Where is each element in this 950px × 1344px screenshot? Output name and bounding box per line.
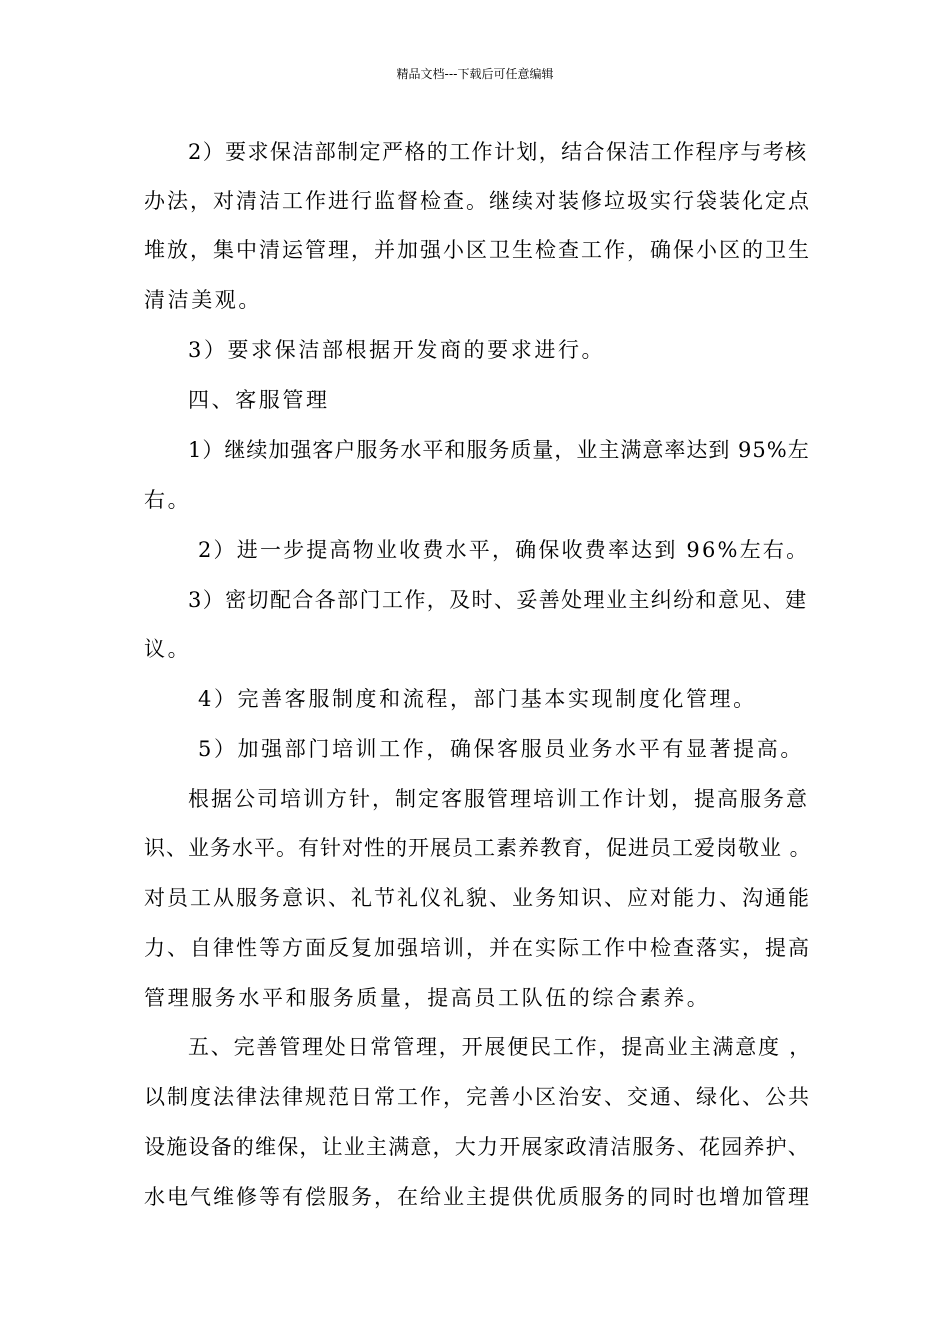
text-line: 5）加强部门培训工作，确保客服员业务水平有显著提高。 bbox=[198, 737, 804, 761]
section-heading: 四、客服管理 bbox=[188, 388, 330, 412]
text-line: 力、自律性等方面反复加强培训，并在实际工作中检查落实，提高 bbox=[144, 936, 811, 960]
text-line: 根据公司培训方针，制定客服管理培训工作计划，提高服务意 bbox=[188, 787, 809, 811]
text-line: 办法，对清洁工作进行监督检查。继续对装修垃圾实行袋装化定点 bbox=[144, 189, 811, 213]
text-line: 管理服务水平和服务质量，提高员工队伍的综合素养。 bbox=[144, 986, 711, 1010]
text-line: 2）要求保洁部制定严格的工作计划，结合保洁工作程序与考核 bbox=[188, 140, 808, 164]
text-line: 清洁美观。 bbox=[144, 288, 262, 312]
section-heading: 五、完善管理处日常管理，开展便民工作，提高业主满意度 ， bbox=[188, 1035, 813, 1059]
text-line: 设施设备的维保，让业主满意，大力开展家政清洁服务、花园养护、 bbox=[144, 1135, 810, 1159]
text-line: 堆放，集中清运管理，并加强小区卫生检查工作，确保小区的卫生 bbox=[144, 238, 811, 262]
text-line: 以制度法律法律规范日常工作，完善小区治安、交通、绿化、公共 bbox=[144, 1085, 811, 1109]
text-line: 识、业务水平。有针对性的开展员工素养教育，促进员工爱岗敬业 。 bbox=[144, 836, 812, 860]
text-line: 水电气维修等有偿服务，在给业主提供优质服务的同时也增加管理 bbox=[144, 1185, 811, 1209]
text-line: 右。 bbox=[144, 488, 192, 512]
text-line: 3）要求保洁部根据开发商的要求进行。 bbox=[188, 338, 606, 362]
text-line: 4）完善客服制度和流程，部门基本实现制度化管理。 bbox=[198, 687, 757, 711]
page-header: 精品文档---下载后可任意编辑 bbox=[396, 67, 554, 81]
text-line: 3）密切配合各部门工作，及时、妥善处理业主纠纷和意见、建 bbox=[188, 588, 808, 612]
text-line: 对员工从服务意识、礼节礼仪礼貌、业务知识、应对能力、沟通能 bbox=[144, 886, 811, 910]
text-line: 1）继续加强客户服务水平和服务质量，业主满意率达到 95%左 bbox=[188, 438, 810, 462]
text-line: 议。 bbox=[144, 637, 192, 661]
text-line: 2）进一步提高物业收费水平，确保收费率达到 96%左右。 bbox=[198, 538, 810, 562]
